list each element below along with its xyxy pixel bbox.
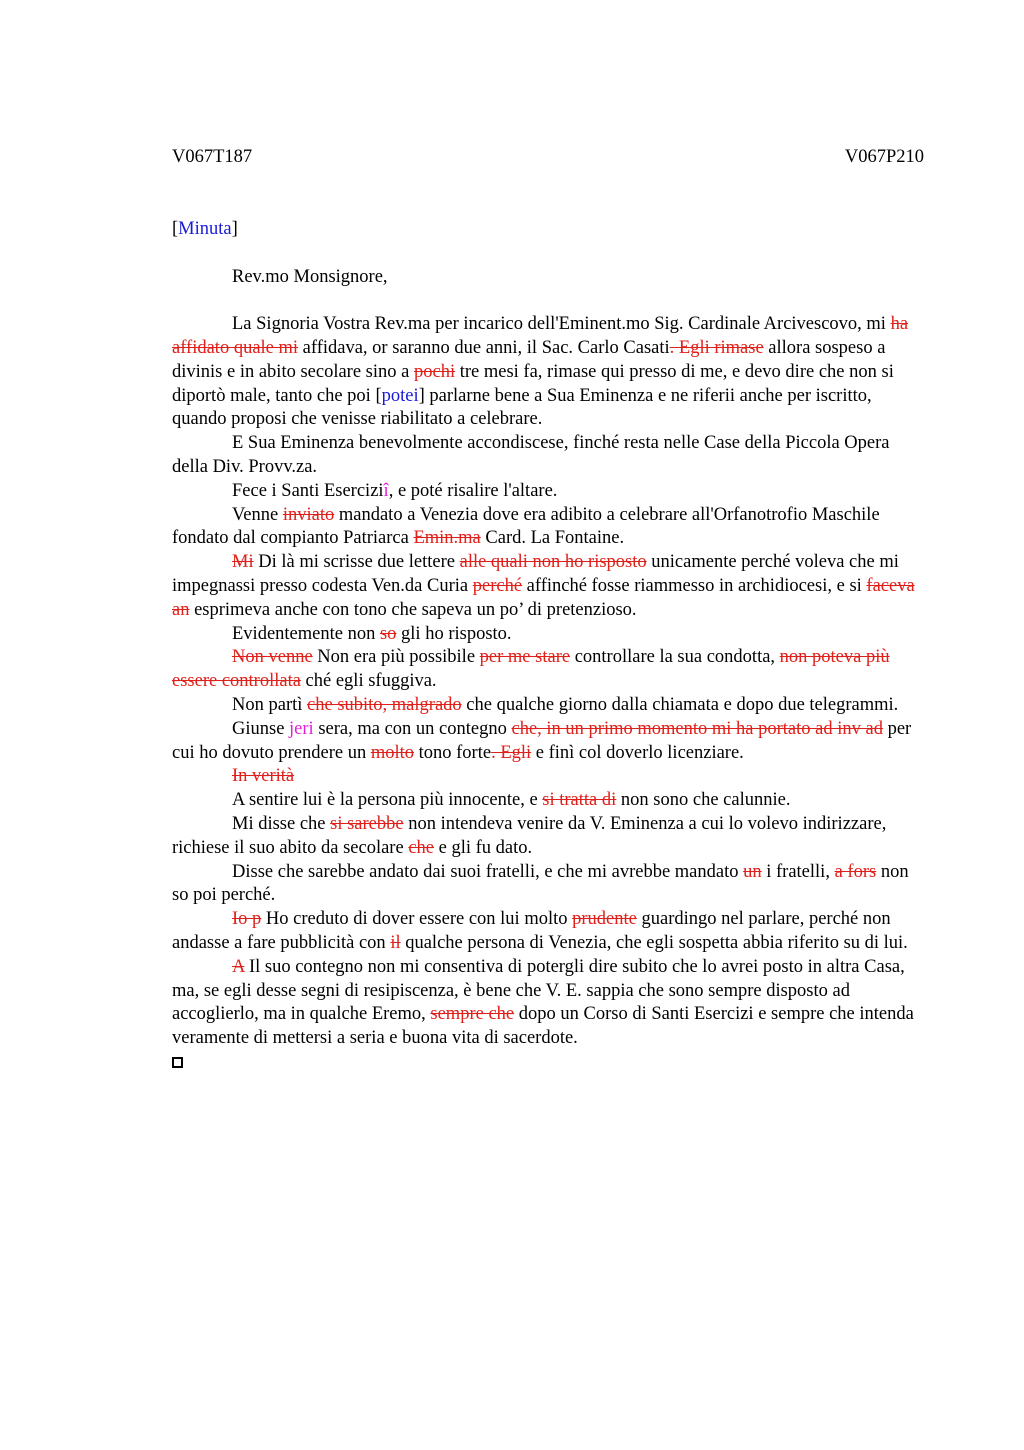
deleted-text: che, in un primo momento mi ha portato ad inv ad (511, 718, 883, 739)
text-run: Non era più possibile (312, 647, 480, 668)
text-run: mandato a Venezia dove era adibito a celebrare all'Orfanotrofio Maschile fondato dal compianto Patriarca (172, 504, 880, 549)
deleted-text: per me stare (479, 647, 571, 668)
body-paragraph (172, 718, 924, 766)
text-run: Fece i Santi Esercizi (232, 480, 384, 501)
editorial-insertion: potei (381, 385, 419, 406)
body-paragraph (172, 504, 924, 552)
text-run: allora sospeso a divinis e in abito secolare sino a (172, 337, 886, 382)
text-run: non so poi perché. (172, 861, 909, 906)
text-run: Card. La Fontaine. (480, 528, 625, 549)
text-run: qualche persona di Venezia, che egli sospetta abbia riferito su di lui. (400, 932, 908, 953)
deleted-text: che subito, malgrado (307, 694, 462, 715)
text-run: Non partì (232, 694, 308, 715)
deleted-text: il (390, 932, 401, 953)
letter-document (172, 146, 924, 1076)
deleted-text: sempre che (430, 1004, 515, 1025)
body-paragraph (172, 313, 924, 432)
deleted-text: so (379, 623, 397, 644)
deleted-text: si tratta di (542, 790, 617, 811)
deleted-text: a fors (834, 861, 877, 882)
salutation: Rev.mo Monsignore, (232, 266, 388, 287)
text-run: per cui ho dovuto prendere un (172, 718, 912, 763)
deleted-text: Io p (232, 909, 262, 930)
deleted-text: inviato (282, 504, 335, 525)
text-run: affinché fosse riammesso in archidiocesi, e si (522, 575, 867, 596)
deleted-text: non poteva più essere controllata (172, 647, 890, 692)
deleted-text: ha affidato quale mi (172, 314, 909, 358)
text-run: controllare la sua condotta, (570, 647, 780, 668)
letter-body (172, 313, 924, 1051)
text-run: sera, ma con un contegno (313, 718, 512, 739)
deleted-text: faceva an (172, 575, 915, 620)
body-paragraph (172, 861, 924, 909)
deleted-text: un (743, 861, 762, 882)
deleted-text: Mi (232, 552, 254, 573)
text-run: Disse che sarebbe andato dai suoi fratelli, e che mi avrebbe mandato (232, 861, 744, 882)
body-paragraph (172, 908, 924, 956)
text-run: gli ho risposto. (396, 623, 512, 644)
deleted-text: che (408, 837, 434, 858)
text-run: esprimeva anche con tono che sapeva un po’ di pretenzioso. (189, 599, 637, 620)
text-run: tono forte (414, 742, 492, 763)
text-run: Il suo contegno non mi consentiva di potergli dire subito che lo avrei posto in altra Casa, ma, se egli desse segni di resipiscenza, è bene che V. E. sappia che sono sempre disposto ad accoglierlo, ma in qualche Eremo, (172, 956, 905, 1025)
text-run: Di là mi scrisse due lettere (253, 552, 460, 573)
text-run: ché egli sfuggiva. (300, 671, 437, 692)
deleted-text: pochi (413, 361, 456, 382)
body-paragraph (172, 956, 924, 1051)
deleted-text: perché (472, 575, 523, 596)
text-run: guardingo nel parlare, perché non andasse a fare pubblicità con (172, 909, 891, 953)
body-paragraph (172, 551, 924, 622)
bracket-open: [ (172, 218, 179, 239)
text-run: La Signoria Vostra Rev.ma per incarico dell'Eminent.mo Sig. Cardinale Arcivescovo, mi (232, 314, 891, 335)
text-run: affidava, or saranno due anni, il Sac. Carlo Casati (298, 337, 670, 358)
deleted-text: . Egli rimase (669, 337, 764, 358)
text-run: e gli fu dato. (434, 837, 533, 858)
body-paragraph (172, 432, 924, 480)
text-run: Ho creduto di dover essere con lui molto (261, 909, 573, 930)
text-run: ] parlarne bene a Sua Eminenza e ne riferii anche per iscritto, quando proposi che venisse riabilitato a celebrare. (172, 385, 872, 430)
blank-line (172, 289, 924, 313)
text-run: e finì col doverlo licenziare. (531, 742, 744, 763)
deleted-text: alle quali non ho risposto (459, 552, 647, 573)
deleted-text: si sarebbe (330, 813, 404, 834)
uncertain-reading: î (383, 480, 389, 501)
header-code-right: V067P210 (844, 147, 924, 167)
text-run: Mi disse che (232, 813, 331, 834)
body-paragraph (172, 765, 924, 789)
document-header (172, 146, 924, 170)
text-run: che qualche giorno dalla chiamata e dopo due telegrammi. (461, 694, 899, 715)
deleted-text: molto (370, 742, 414, 763)
deleted-text: Non venne (232, 647, 313, 668)
body-paragraph (172, 813, 924, 861)
text-run: Venne (232, 504, 283, 525)
text-run: , e poté risalire l'altare. (388, 480, 558, 501)
text-run: i fratelli, (761, 861, 835, 882)
body-paragraph (172, 623, 924, 647)
text-run: dopo un Corso di Santi Esercizi e sempre che intenda veramente di mettersi a seria e buona vita di sacerdote. (172, 1004, 914, 1049)
text-run: tre mesi fa, rimase qui presso di me, e devo dire che non si diportò male, tanto che poi [ (172, 361, 894, 406)
deleted-text: prudente (572, 909, 637, 930)
bracket-close: ] (231, 218, 238, 239)
text-run: A sentire lui è la persona più innocente, e (232, 790, 543, 811)
text-run: unicamente perché voleva che mi impegnassi presso codesta Ven.da Curia (172, 552, 899, 596)
text-run: Evidentemente non (232, 623, 380, 644)
text-run: non intendeva venire da V. Eminenza a cui lo volevo indirizzare, richiese il suo abito da secolare (172, 813, 887, 858)
body-paragraph (172, 480, 924, 504)
body-paragraph (172, 646, 924, 694)
body-paragraph (172, 789, 924, 813)
text-run: Giunse (232, 718, 290, 739)
deleted-text: . Egli (491, 742, 532, 763)
deleted-text: In verità (232, 766, 295, 787)
deleted-text: Emin.ma (413, 528, 481, 549)
text-run: E Sua Eminenza benevolmente accondiscese, finché resta nelle Case della Piccola Opera della Div. Provv.za. (172, 433, 890, 477)
end-mark-square-icon (172, 1057, 183, 1068)
deleted-text: A (232, 956, 245, 977)
uncertain-reading: jeri (289, 718, 314, 739)
minuta-word: Minuta (178, 218, 232, 239)
body-paragraph (172, 694, 924, 718)
text-run: non sono che calunnie. (616, 790, 791, 811)
header-code-left: V067T187 (172, 147, 253, 167)
minuta-label (172, 218, 924, 242)
